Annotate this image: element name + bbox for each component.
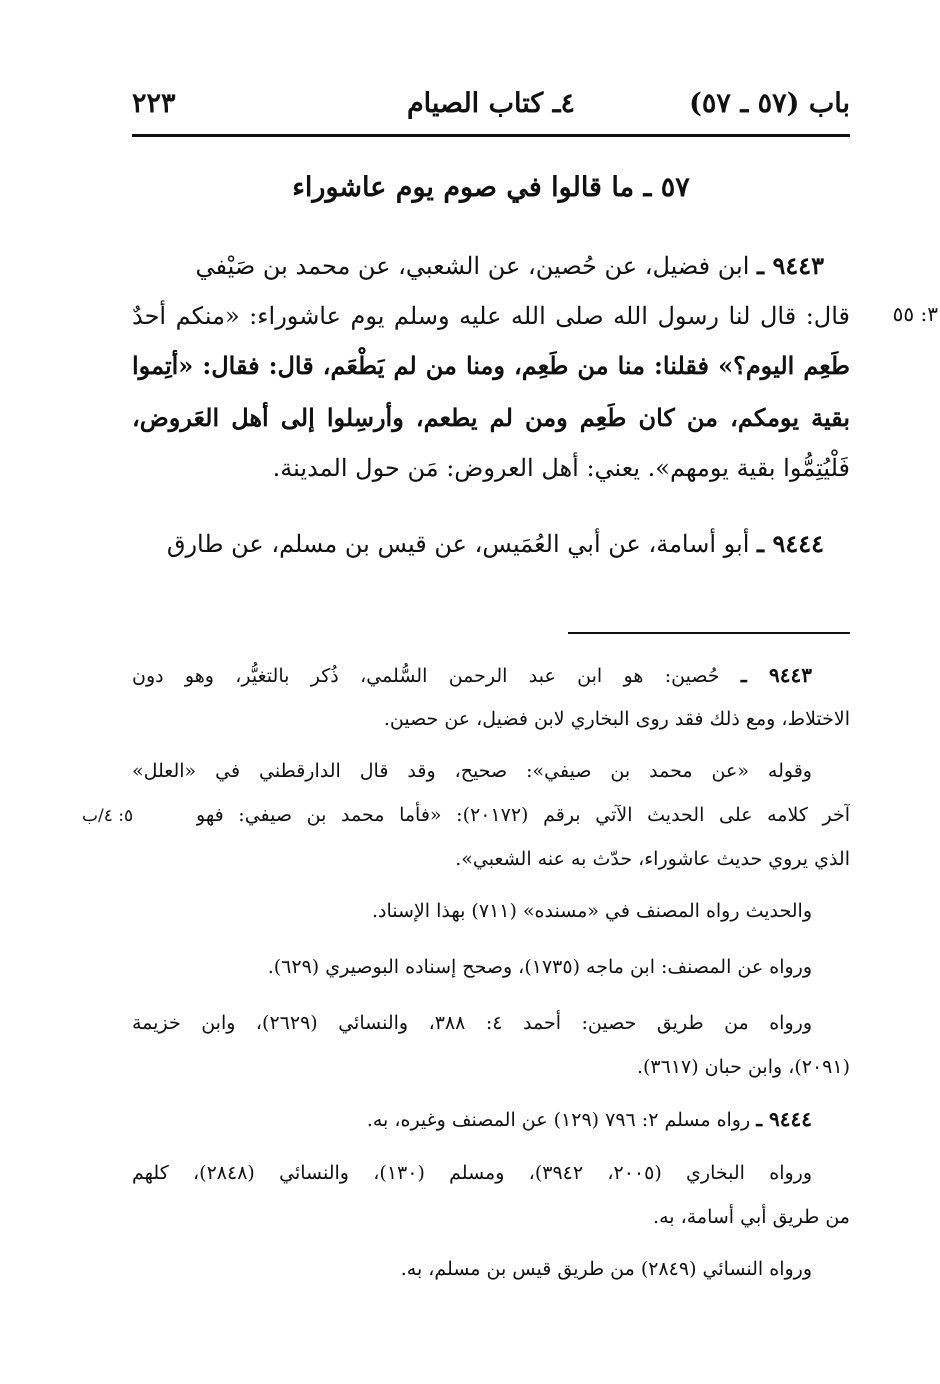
footnote-bukhari-line-2: من طريق أبي أسامة، به. [653,1206,850,1228]
footnote-number: ٩٤٤٣ ـ [740,663,813,687]
footnote-ibnmajah: ورواه عن المصنف: ابن ماجه (١٧٣٥)، وصحح إسناده البوصيري (٦٢٩). [267,956,812,978]
hadith-9443-line-3: طَعِم اليوم؟» فقلنا: منا من طَعِم، ومنا من لم يَطْعَم، قال: فقال: «أتِموا [132,351,850,380]
header-book-title: ٤ـ كتاب الصيام [406,88,576,119]
running-header [132,82,850,132]
footnote-9443-line-1 [132,658,850,693]
chapter-title: ٥٧ ـ ما قالوا في صوم يوم عاشوراء [292,172,690,203]
hadith-9444-line-1 [132,522,850,566]
footnote-separator [568,632,850,634]
footnote-musnad: والحديث رواه المصنف في «مسنده» (٧١١) بهذا الإسناد. [372,900,812,922]
hadith-9443-line-1 [132,244,850,288]
footnote-number: ٩٤٤٤ ـ [756,1107,812,1131]
footnote-saifi-line-1: وقوله «عن محمد بن صيفي»: صحيح، وقد قال الدارقطني في «العلل» [132,760,812,782]
margin-reference: ٥: ٤/ب [82,806,134,826]
footnote-husain-line-2: (٢٠٩١)، وابن حبان (٣٦١٧). [636,1056,850,1078]
footnote-text: حُصين: هو ابن عبد الرحمن السُّلمي، ذُكر بالتغيُّر، وهو دون [132,665,720,687]
page-number: ٢٢٣ [132,88,176,119]
header-rule [132,134,850,137]
footnote-bukhari-line-1: ورواه البخاري (٢٠٠٥، ٣٩٤٢)، ومسلم (١٣٠)، والنسائي (٢٨٤٨)، كلهم [132,1162,813,1184]
footnote-9443-line-2: الاختلاط، ومع ذلك فقد روى البخاري لابن فضيل، عن حصين. [383,708,850,730]
hadith-number: ٩٤٤٤ ـ [757,529,824,558]
footnote-saifi-line-2: آخر كلامه على الحديث الآتي برقم (٢٠١٧٢): «فأما محمد بن صيفي: فهو [196,804,850,826]
margin-reference: ٣: ٥٥ [892,302,938,326]
hadith-9443-line-5: فَلْيُتِمُّوا بقية يومهم». يعني: أهل العروض: مَن حول المدينة. [272,454,850,482]
hadith-9443-line-4: بقية يومكم، من كان طَعِم ومن لم يطعم، وأرسِلوا إلى أهل العَروض، [132,403,850,432]
hadith-text: ابن فضيل، عن حُصين، عن الشعبي، عن محمد بن صَيْفي [195,252,750,280]
hadith-text: أبو أسامة، عن أبي العُمَيس، عن قيس بن مسلم، عن طارق [166,530,750,558]
footnote-9444 [132,1102,850,1137]
footnote-nasai: ورواه النسائي (٢٨٤٩) من طريق قيس بن مسلم، به. [400,1258,812,1280]
footnote-husain-line-1: ورواه من طريق حصين: أحمد ٤: ٣٨٨، والنسائي (٢٦٢٩)، وابن خزيمة [132,1012,812,1034]
footnote-saifi-line-3: الذي يروي حديث عاشوراء، حدّث به عنه الشعبي». [455,848,850,870]
header-section: باب (٥٧ ـ ٥٧) [689,88,850,119]
hadith-number: ٩٤٤٣ ـ [757,251,824,280]
hadith-9443-line-2: قال: قال لنا رسول الله صلى الله عليه وسلم يوم عاشوراء: «منكم أحدٌ [132,302,850,330]
footnote-text: رواه مسلم ٢: ٧٩٦ (١٢٩) عن المصنف وغيره، به. [366,1109,751,1131]
